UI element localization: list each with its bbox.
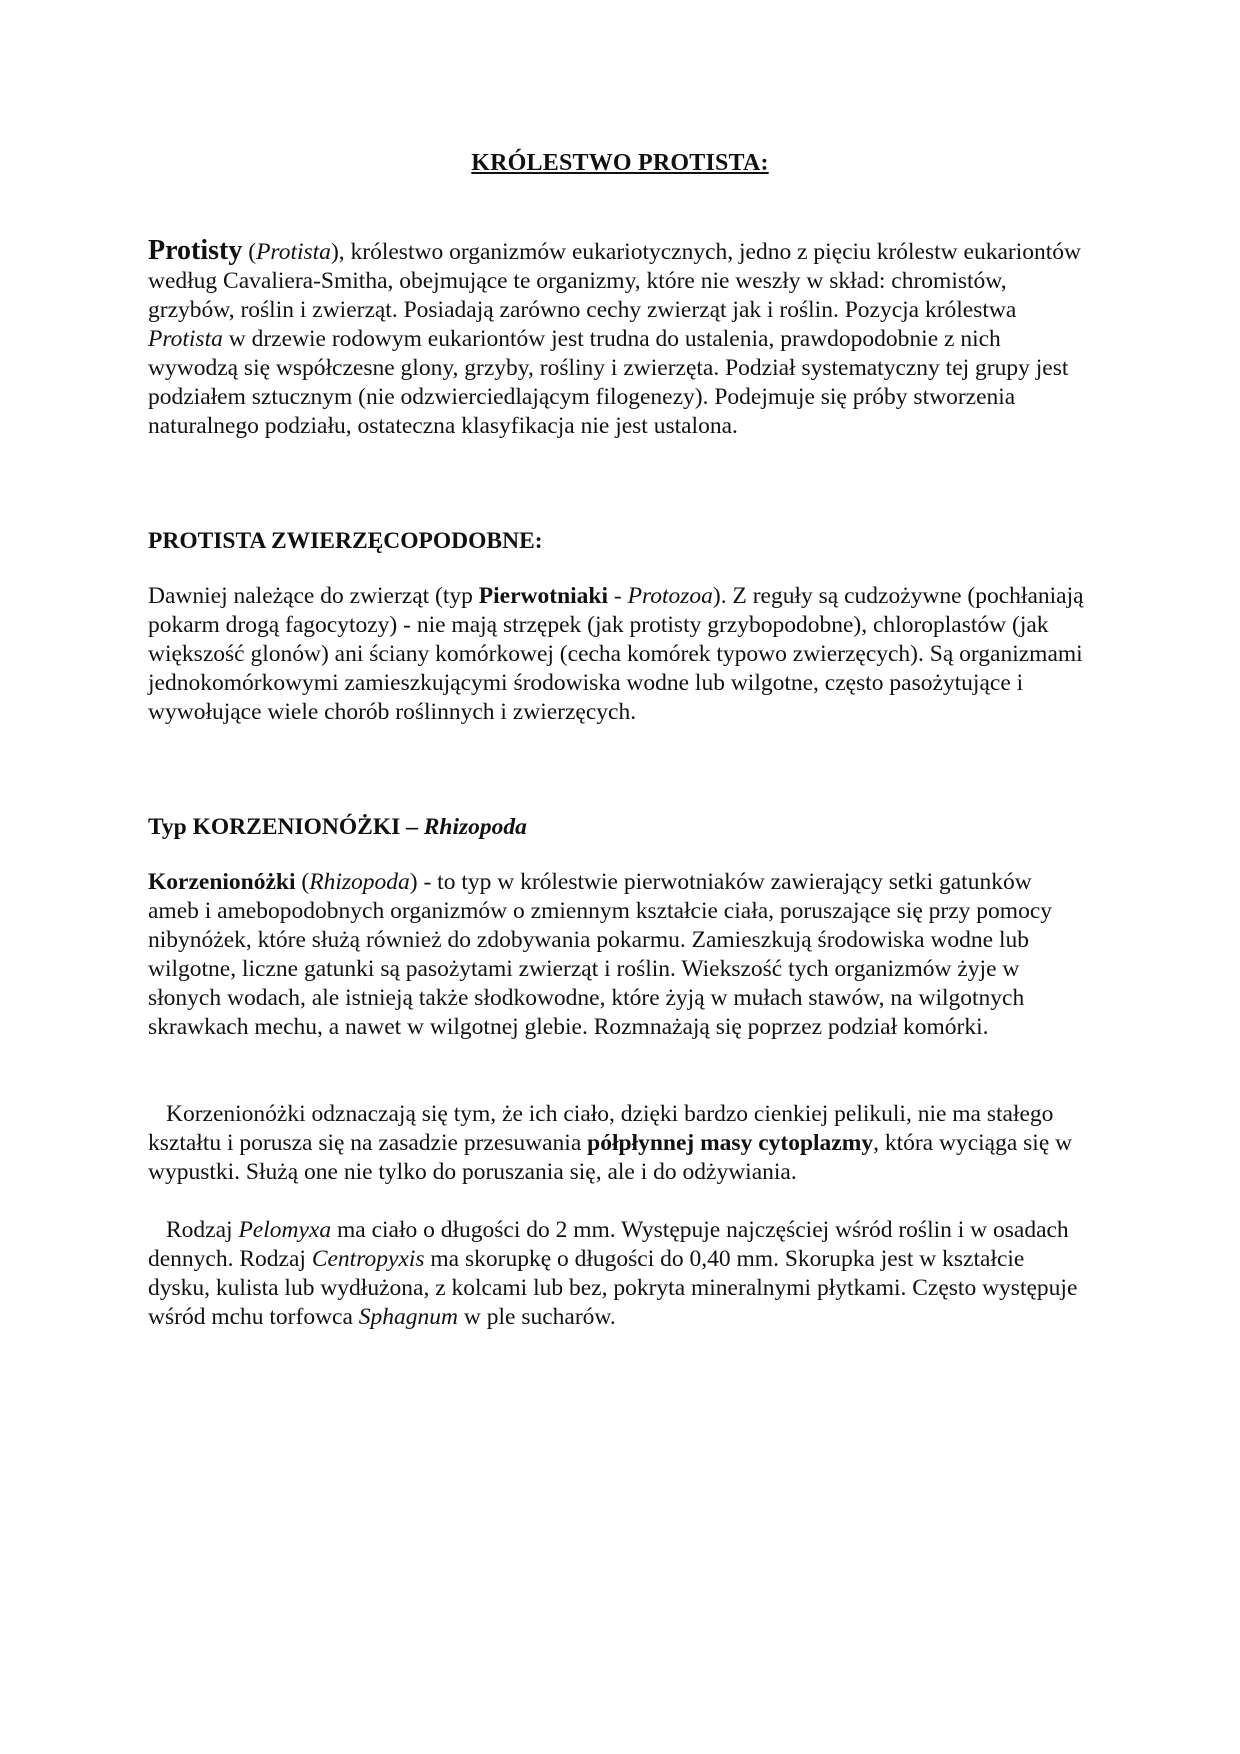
animal-bold-1: Pierwotniaki (478, 583, 609, 609)
intro-paragraph (148, 236, 1088, 441)
rhizopoda-p2-text-1: Korzenionóżki odznaczają się tym, że ich ciało, dzięki bardzo cienkiej pelikuli, nie ma stałego kształtu i porusza się na zasadzie przesuwania (148, 1101, 1054, 1156)
animal-text-3: ). Z reguły są cudzożywne (pochłaniają pokarm drogą fagocytozy) - nie mają strzępek (jak protisty grzybopodobne), chloroplastów (jak większość glonów) ani ściany komórkowej (cecha komórek typowo zwierzęcych). Są organizmami jednokomórkowymi zamieszkującymi środowiska wodne lub wilgotne, często pasożytujące i wywołujące wiele chorób roślinnych i zwierzęcych. (148, 583, 1084, 725)
rhizopoda-p3-text-4: w ple sucharów. (458, 1304, 616, 1330)
rhizopoda-p3-latin-3: Sphagnum (358, 1304, 459, 1330)
rhizopoda-p3-text-3: ma skorupkę o długości do 0,40 mm. Skorupka jest w kształcie dysku, kulista lub wydłużona, z kolcami lub bez, pokryta mineralnymi płytkami. Często występuje wśród mchu torfowca (148, 1246, 1078, 1330)
intro-paren: ( (242, 239, 257, 265)
rhizopoda-p3-text-1: Rodzaj (166, 1217, 239, 1243)
rhizopoda-p1-text: ) - to typ w królestwie pierwotniaków zawierający setki gatunków ameb i amebopodobnych organizmów o zmiennym kształcie ciała, poruszające się przy pomocy nibynóżek, które służą również do zdobywania pokarmu. Zamieszkują środowiska wodne lub wilgotne, liczne gatunki są pasożytami zwierząt i roślin. Wiekszość tych organizmów żyje w słonych wodach, ale istnieją także słodkowodne, które żyją w mułach stawów, na wilgotnych skrawkach mechu, a nawet w wilgotnej glebie. Rozmnażają się poprzez podział komórki. (148, 869, 1053, 1040)
intro-text-1: ), królestwo organizmów eukariotycznych, jedno z pięciu królestw eukariontów według Cavaliera-Smitha, obejmujące te organizmy, które nie weszły w skład: chromistów, grzybów, roślin i zwierząt. Posiadają zarówno cechy zwierząt jak i roślin. Pozycja królestwa (148, 239, 1081, 323)
intro-text-2: w drzewie rodowym eukariontów jest trudna do ustalenia, prawdopodobnie z nich wywodzą się współczesne glony, grzyby, rośliny i zwierzęta. Podział systematyczny tej grupy jest podziałem sztucznym (nie odzwierciedlającym filogenezy). Podejmuje się próby stworzenia naturalnego podziału, ostateczna klasyfikacja nie jest ustalona. (148, 326, 1069, 439)
animal-text-1: Dawniej należące do zwierząt (typ (148, 583, 479, 609)
animal-latin-1: Protozoa (627, 583, 713, 609)
rhizopoda-p3-text-2: ma ciało o długości do 2 mm. Występuje najczęściej wśród roślin i w osadach dennych. Rodzaj (148, 1217, 1069, 1272)
rhizopoda-paragraph-1 (148, 868, 1088, 1042)
rhizopoda-p2-text-2: , która wyciąga się w wypustki. Służą one nie tylko do poruszania się, ale i do odżywiania. (148, 1130, 1073, 1185)
page-title: KRÓLESTWO PROTISTA: (471, 150, 769, 176)
rhizopoda-paragraph-2 (148, 1100, 1088, 1187)
rhizopoda-latin: Rhizopoda (309, 869, 410, 895)
intro-latin-2: Protista (148, 326, 223, 352)
rhizopoda-paragraph-3 (148, 1216, 1088, 1332)
section-heading-animal: PROTISTA ZWIERZĘCOPODOBNE: (148, 528, 543, 554)
rhizopoda-heading-text: Typ KORZENIONÓŻKI – (148, 814, 424, 840)
rhizopoda-p2-bold: półpłynnej masy cytoplazmy (587, 1130, 874, 1156)
rhizopoda-p3-latin-1: Pelomyxa (238, 1217, 332, 1243)
rhizopoda-term: Korzenionóżki (148, 869, 296, 895)
intro-term: Protisty (148, 235, 243, 266)
rhizopoda-heading-latin: Rhizopoda (423, 814, 527, 840)
intro-term-latin: Protista (256, 239, 331, 265)
rhizopoda-p3-latin-2: Centropyxis (311, 1246, 425, 1272)
rhizopoda-paren: ( (295, 869, 310, 895)
animal-paragraph (148, 582, 1088, 727)
animal-text-2: - (608, 583, 628, 609)
section-heading-rhizopoda (148, 812, 1088, 842)
